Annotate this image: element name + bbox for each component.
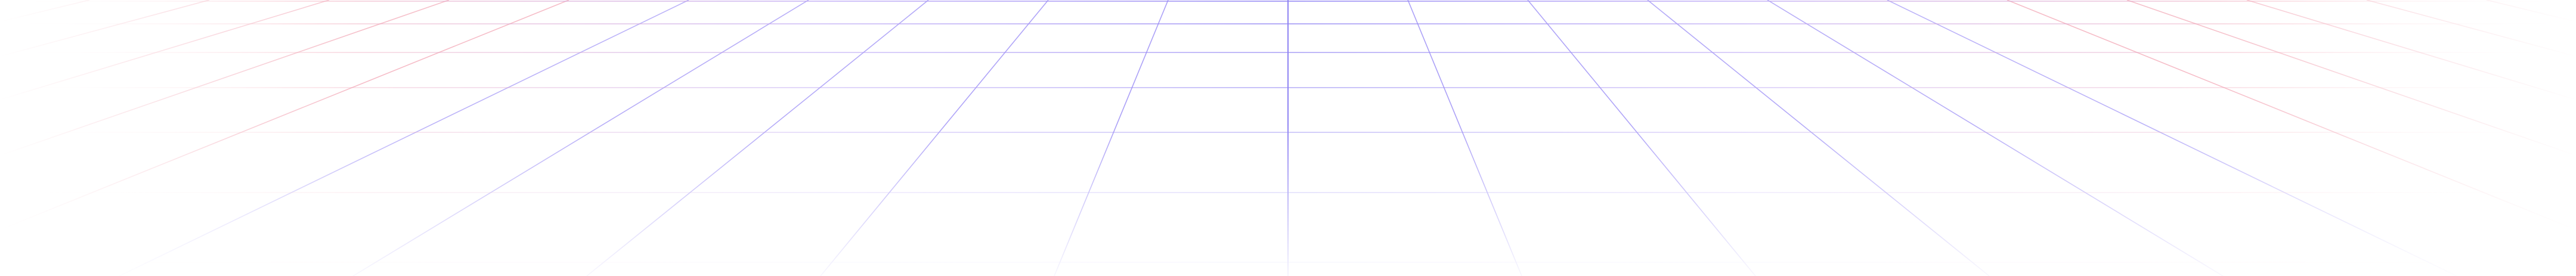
grid-vertical-line	[1054, 0, 1168, 276]
grid-vertical-line	[0, 0, 89, 276]
grid-vertical-line	[1528, 0, 1755, 276]
grid-vertical-line	[821, 0, 1048, 276]
grid-vertical-line	[1648, 0, 1989, 276]
grid-vertical-line	[0, 0, 209, 276]
grid-vertical-line	[1408, 0, 1522, 276]
grid-vertical-line	[2367, 0, 2576, 276]
grid-vertical-line	[1887, 0, 2457, 276]
grid-vertical-line	[2007, 0, 2576, 276]
grid-vertical-line	[1767, 0, 2223, 276]
grid-vertical-line	[587, 0, 928, 276]
grid-vertical-line	[119, 0, 689, 276]
grid-vertical-line	[353, 0, 809, 276]
grid-vertical-line	[2127, 0, 2576, 276]
grid-vertical-line	[0, 0, 569, 276]
grid-vertical-line	[0, 0, 449, 276]
grid-vertical-line	[2487, 0, 2576, 276]
